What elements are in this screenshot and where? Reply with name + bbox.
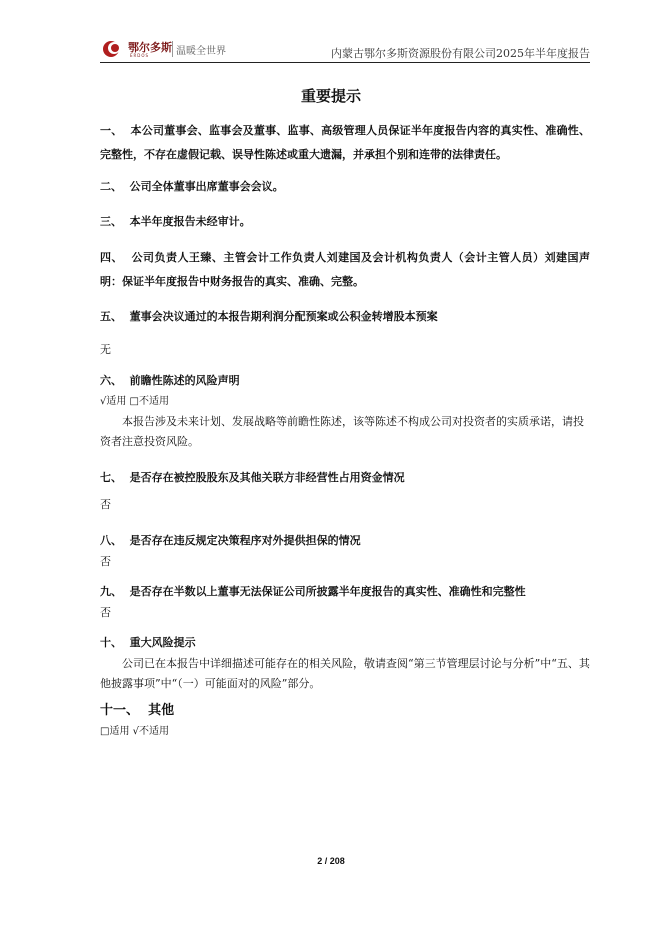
item-5-answer: 无 [100,343,111,356]
item-10 [100,632,590,694]
item-9-number: 九、 [100,585,122,598]
item-7-answer: 否 [100,498,111,511]
logo-name: 鄂尔多斯 [128,41,172,54]
item-6-body: 本报告涉及未来计划、发展战略等前瞻性陈述，该等陈述不构成公司对投资者的实质承诺，请投资者注意投资风险。 [100,415,584,448]
item-6 [100,370,590,452]
item-11 [100,700,590,742]
item-1-number: 一、 [100,124,123,137]
report-title: 内蒙古鄂尔多斯资源股份有限公司2025年半年度报告 [331,47,590,60]
item-1-content: 本公司董事会、监事会及董事、监事、高级管理人员保证半年度报告内容的真实性、准确性、完整性，不存在虚假记载、误导性陈述或重大遗漏，并承担个别和连带的法律责任。 [100,124,591,161]
page-header [100,36,590,63]
item-8 [100,530,590,572]
item-6-option: √适用 □不适用 [100,396,169,407]
item-7 [100,467,590,515]
logo-mark-icon [102,40,124,58]
item-9-content: 是否存在半数以上董事无法保证公司所披露半年度报告的真实性、准确性和完整性 [129,585,526,598]
item-8-content: 是否存在违反规定决策程序对外提供担保的情况 [129,534,361,547]
item-10-body: 公司已在本报告中详细描述可能存在的相关风险，敬请查阅“第三节管理层讨论与分析”中“五、其他披露事项”中“（一）可能面对的风险”部分。 [100,657,590,690]
item-5 [100,306,590,360]
item-1-text [100,119,590,167]
item-1 [100,119,590,167]
item-7-number: 七、 [100,471,122,484]
logo-en: ERDOS [130,53,150,58]
item-3-content: 本半年度报告未经审计。 [129,215,251,228]
item-3-number: 三、 [100,215,122,228]
item-10-content: 重大风险提示 [129,636,196,649]
item-11-number: 十一、 [100,703,140,718]
item-8-number: 八、 [100,534,122,547]
item-4 [100,246,590,294]
item-4-text [100,246,590,294]
item-5-number: 五、 [100,310,122,323]
item-5-content: 董事会决议通过的本报告期利润分配预案或公积金转增股本预案 [129,310,438,323]
item-2-content: 公司全体董事出席董事会会议。 [129,180,284,193]
item-8-answer: 否 [100,555,111,568]
item-2-number: 二、 [100,180,122,193]
page-number: 2 / 208 [317,856,345,866]
logo-divider [172,41,173,57]
item-6-number: 六、 [100,374,122,387]
item-9 [100,581,590,623]
item-9-answer: 否 [100,606,111,619]
item-10-number: 十、 [100,636,122,649]
item-11-content: 其他 [148,703,175,718]
item-4-content: 公司负责人王臻、主管会计工作负责人刘建国及会计机构负责人（会计主管人员）刘建国声明：保证半年度报告中财务报告的真实、准确、完整。 [100,251,590,288]
item-7-content: 是否存在被控股股东及其他关联方非经营性占用资金情况 [129,471,405,484]
item-3 [100,211,590,233]
item-4-number: 四、 [100,251,123,264]
item-6-content: 前瞻性陈述的风险声明 [129,374,240,387]
item-11-option: □适用 √不适用 [100,726,169,737]
logo-slogan: 温暖全世界 [176,46,226,57]
item-2 [100,176,590,198]
page-title: 重要提示 [300,87,361,105]
